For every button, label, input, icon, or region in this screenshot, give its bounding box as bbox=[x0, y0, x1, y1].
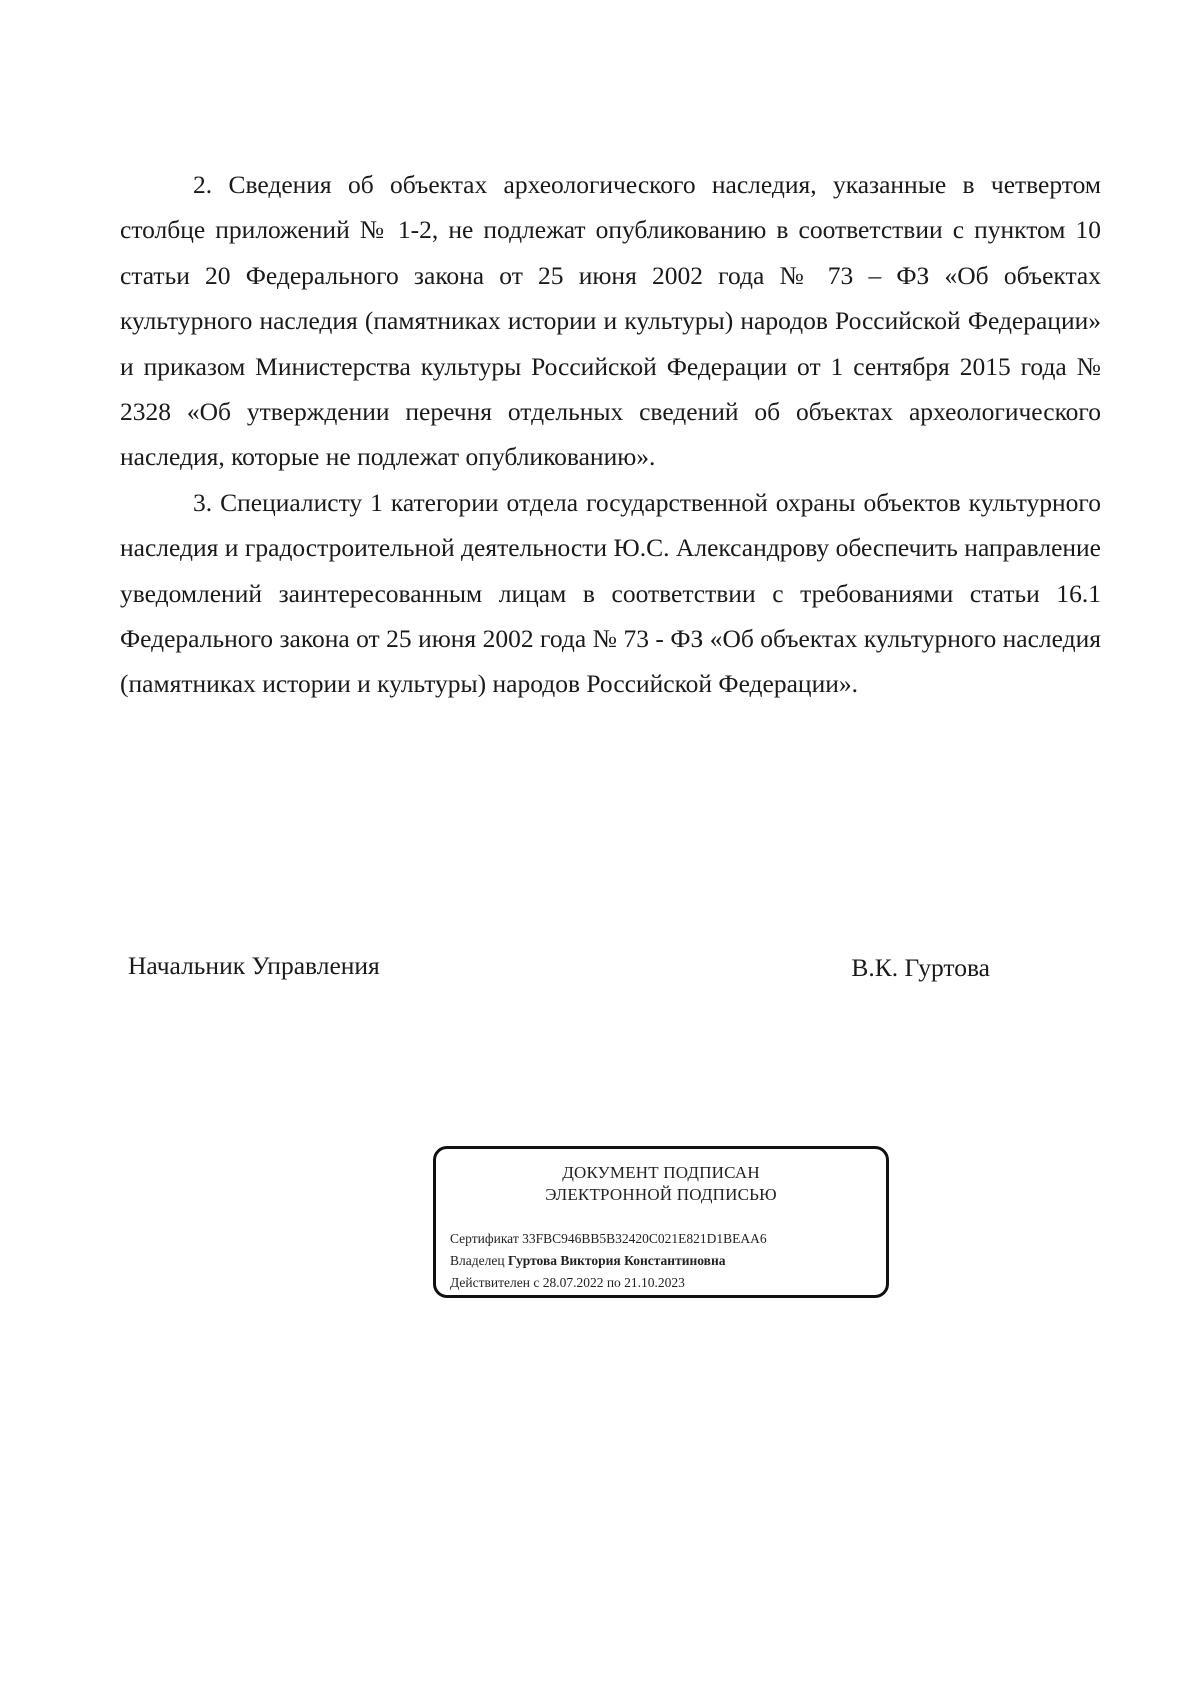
signatory-name: В.К. Гуртова bbox=[851, 953, 990, 982]
certificate-value: 33FBC946BB5B32420C021E821D1BEAA6 bbox=[522, 1231, 767, 1246]
paragraph-2: 2. Сведения об объектах археологического наследия, указанные в четвертом столбце приложений № 1-2, не подлежат опубликованию в соответствии с пунктом 10 статьи 20 Федерального закона от 25 июня 2002 года № 73 – ФЗ «Об объектах культурного наследия (памятниках истории и культуры) народов Российской Федерации» и приказом Министерства культуры Российской Федерации от 1 сентября 2015 года № 2328 «Об утверждении перечня отдельных сведений об объектах археологического наследия, которые не подлежат опубликованию». bbox=[120, 170, 1101, 472]
stamp-owner-line bbox=[450, 1250, 767, 1272]
stamp-validity-line bbox=[450, 1272, 767, 1294]
stamp-certificate-line bbox=[450, 1228, 767, 1250]
valid-to-prefix: по bbox=[606, 1275, 621, 1290]
owner-value: Гуртова Виктория Константиновна bbox=[507, 1253, 726, 1268]
electronic-signature-stamp bbox=[433, 1146, 889, 1298]
paragraph-3: 3. Специалисту 1 категории отдела государственной охраны объектов культурного наследия и градостроительной деятельности Ю.С. Александрову обеспечить направление уведомлений заинтересованным лицам в соответствии с требованиями статьи 16.1 Федерального закона от 25 июня 2002 года № 73 - ФЗ «Об объектах культурного наследия (памятниках истории и культуры) народов Российской Федерации». bbox=[120, 487, 1101, 699]
document-body bbox=[120, 162, 1101, 707]
signatory-position: Начальник Управления bbox=[128, 951, 380, 980]
stamp-title-line-1: ДОКУМЕНТ ПОДПИСАН bbox=[562, 1163, 760, 1182]
valid-to-date: 21.10.2023 bbox=[624, 1275, 685, 1290]
stamp-details bbox=[450, 1228, 767, 1294]
owner-label: Владелец bbox=[450, 1253, 505, 1268]
valid-from-prefix: с bbox=[533, 1275, 540, 1290]
valid-from-date: 28.07.2022 bbox=[542, 1275, 604, 1290]
stamp-title bbox=[436, 1162, 886, 1206]
certificate-label: Сертификат bbox=[450, 1231, 519, 1246]
stamp-title-line-2: ЭЛЕКТРОННОЙ ПОДПИСЬЮ bbox=[545, 1185, 777, 1204]
valid-label: Действителен bbox=[450, 1275, 530, 1290]
